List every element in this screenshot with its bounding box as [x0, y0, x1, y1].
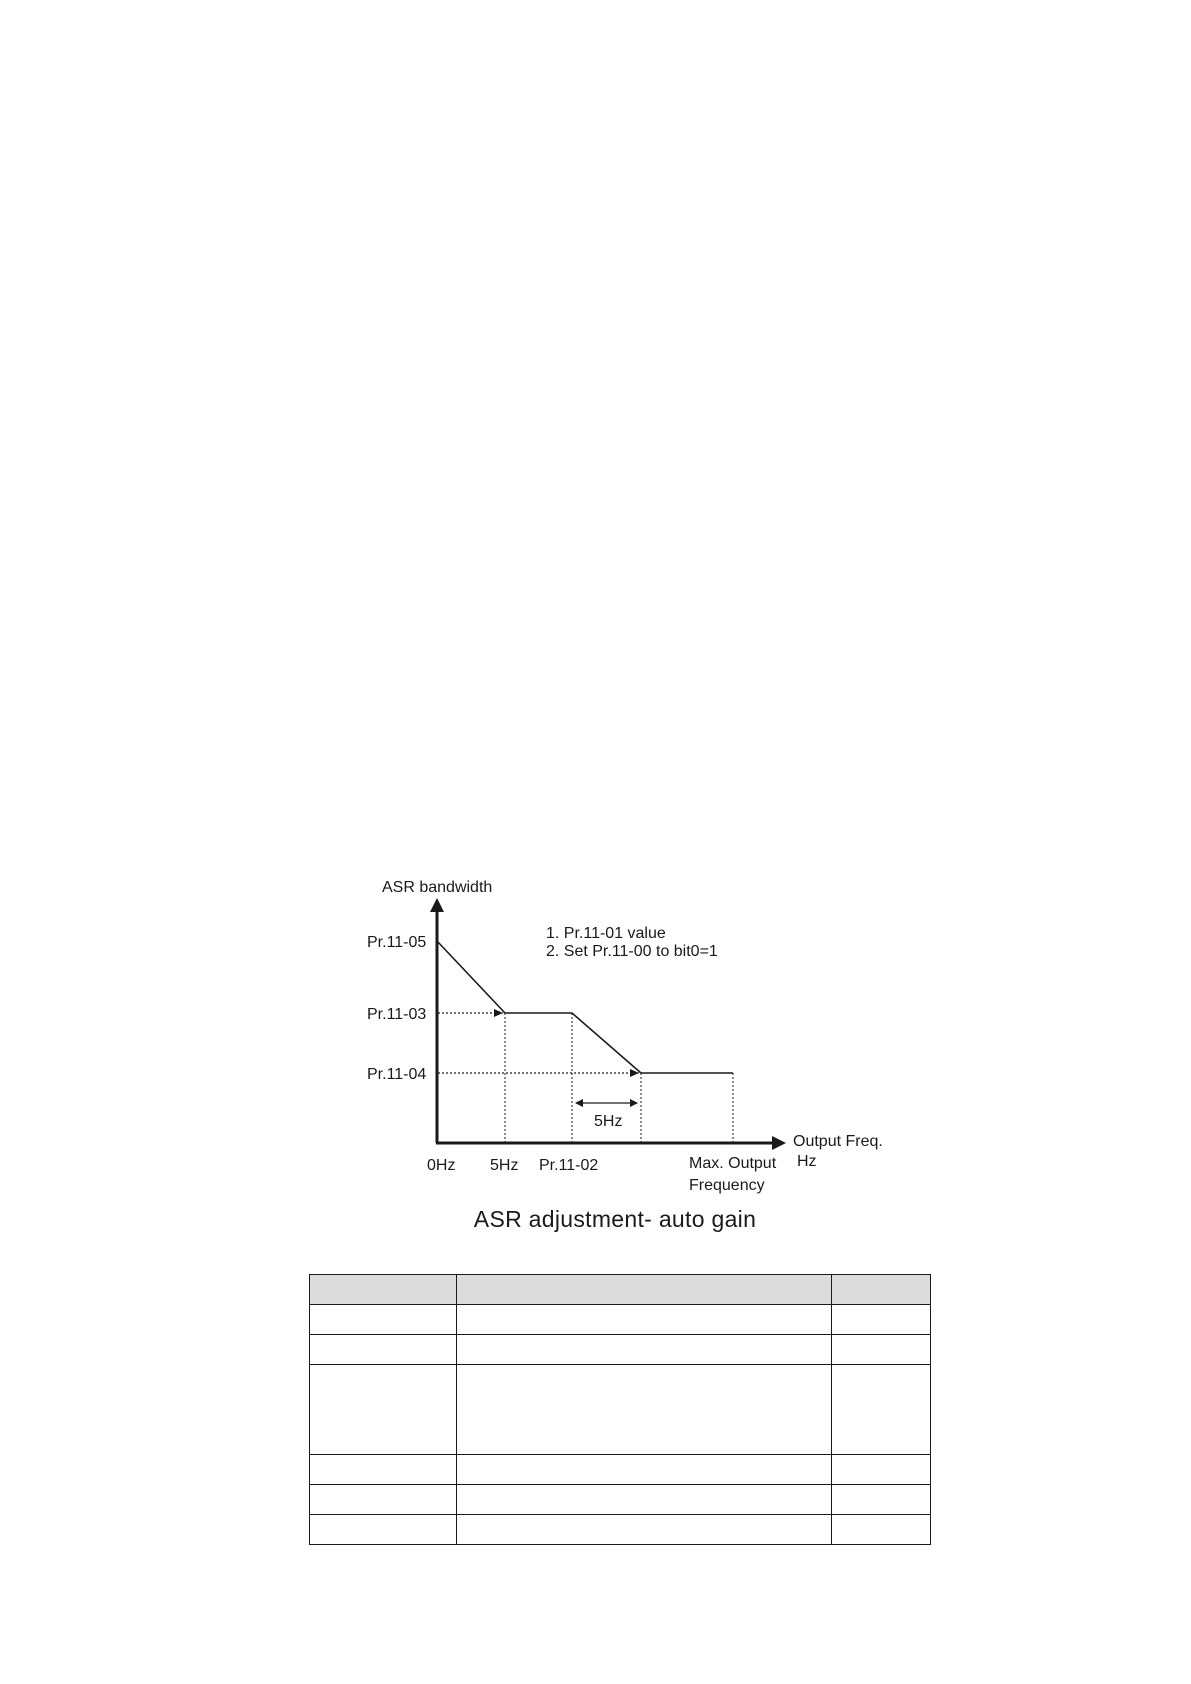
table-cell — [832, 1485, 931, 1515]
x-axis-arrow — [772, 1136, 786, 1150]
table-header-cell — [310, 1275, 457, 1305]
note-2: 2. Set Pr.11-00 to bit0=1 — [546, 943, 718, 960]
x-axis-label-2: Hz — [797, 1153, 817, 1170]
table-header-row — [310, 1275, 931, 1305]
table-cell — [310, 1305, 457, 1335]
table-row — [310, 1335, 931, 1365]
table-cell — [832, 1305, 931, 1335]
x-tick-5hz: 5Hz — [490, 1157, 519, 1174]
diagram-caption: ASR adjustment- auto gain — [473, 1206, 757, 1232]
parameter-table — [309, 1274, 931, 1545]
table-cell — [832, 1455, 931, 1485]
table-row — [310, 1305, 931, 1335]
bandwidth-curve — [437, 941, 733, 1073]
table-cell — [310, 1485, 457, 1515]
table-cell — [457, 1305, 832, 1335]
x-tick-0hz: 0Hz — [427, 1157, 456, 1174]
y-axis-label: ASR bandwidth — [382, 879, 493, 896]
table-row — [310, 1365, 931, 1455]
y-tick-pr-11-03: Pr.11-03 — [367, 1006, 427, 1023]
table-row — [310, 1515, 931, 1545]
table-row — [310, 1485, 931, 1515]
table-cell — [457, 1335, 832, 1365]
table-cell — [310, 1455, 457, 1485]
table-cell — [457, 1485, 832, 1515]
x-tick-max-output-1: Max. Output — [689, 1155, 777, 1172]
table-row — [310, 1455, 931, 1485]
table-header-cell — [832, 1275, 931, 1305]
table-cell — [457, 1515, 832, 1545]
table-cell — [310, 1365, 457, 1455]
x-tick-pr-11-02: Pr.11-02 — [539, 1157, 599, 1174]
table-header-cell — [457, 1275, 832, 1305]
y-tick-pr-11-04: Pr.11-04 — [367, 1066, 427, 1083]
table-cell — [457, 1455, 832, 1485]
span-arrow-right-head — [630, 1099, 638, 1107]
y-tick-pr-11-05: Pr.11-05 — [367, 934, 427, 951]
table-cell — [832, 1335, 931, 1365]
table-cell — [832, 1515, 931, 1545]
x-tick-max-output-2: Frequency — [689, 1177, 765, 1194]
table-cell — [310, 1335, 457, 1365]
note-1: 1. Pr.11-01 value — [546, 925, 666, 942]
x-axis-label-1: Output Freq. — [793, 1133, 883, 1150]
y-axis-arrow — [430, 898, 444, 912]
table-cell — [310, 1515, 457, 1545]
span-label: 5Hz — [594, 1113, 623, 1130]
table-cell — [832, 1365, 931, 1455]
span-arrow-left-head — [575, 1099, 583, 1107]
table-cell — [457, 1365, 832, 1455]
